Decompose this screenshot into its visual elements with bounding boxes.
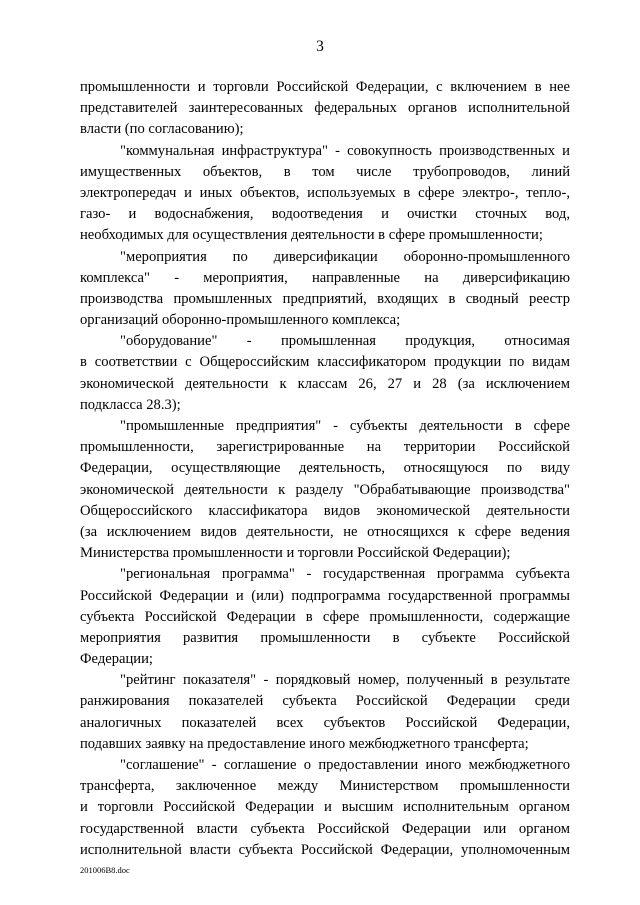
text-line: "рейтинг показателя" - порядковый номер, полученный в результате: [120, 672, 570, 689]
text-line: экономической деятельности к классам 26, 27 и 28 (за исключением: [80, 375, 570, 392]
text-line: промышленности, зарегистрированные на территории Российской: [80, 439, 570, 456]
text-line: и торговли Российской Федерации и высшим исполнительным органом: [80, 799, 570, 816]
text-line: "соглашение" - соглашение о предоставлении иного межбюджетного: [120, 757, 570, 773]
text-line: газо- и водоснабжения, водоотведения и очистки сточных вод,: [80, 206, 570, 223]
text-line: в соответствии с Общероссийским классификатором продукции по видам: [80, 354, 570, 371]
text-line: Федерации;: [80, 651, 153, 668]
text-line: мероприятия развития промышленности в субъекте Российской: [80, 629, 570, 646]
text-line: субъекта Российской Федерации в сфере промышленности, содержащие: [80, 608, 570, 625]
text-line: Общероссийского классификатора видов экономической деятельности: [80, 502, 570, 519]
text-line: комплекса" - мероприятия, направленные на диверсификацию: [80, 269, 570, 286]
text-line: "региональная программа" - государственная программа субъекта: [120, 566, 570, 583]
text-line: имущественных объектов, в том числе трубопроводов, линий: [80, 163, 570, 180]
text-line: ранжирования показателей субъекта Российской Федерации среди: [80, 693, 570, 710]
text-line: "промышленные предприятия" - субъекты деятельности в сфере: [120, 418, 570, 434]
text-line: электропередач и иных объектов, используемых в сфере электро-, тепло-,: [80, 184, 570, 201]
text-line: необходимых для осуществления деятельности в сфере промышленности;: [80, 227, 543, 244]
text-line: подавших заявку на предоставление иного межбюджетного трансферта;: [80, 735, 529, 752]
text-line: Российской Федерации и (или) подпрограмма государственной программы: [80, 587, 570, 604]
text-line: организаций оборонно-промышленного комплекса;: [80, 312, 401, 329]
document-body: [80, 77, 570, 861]
text-line: исполнительной власти субъекта Российской Федерации, уполномоченным: [80, 841, 570, 858]
page-number: 3: [316, 38, 324, 55]
text-line: трансферта, заключенное между Министерством промышленности: [80, 778, 570, 795]
text-line: Министерства промышленности и торговли Российской Федерации);: [80, 545, 511, 562]
text-line: (за исключением видов деятельности, не относящихся к сфере ведения: [80, 523, 570, 540]
text-line: "оборудование" - промышленная продукция, относимая: [120, 333, 570, 350]
text-line: "мероприятия по диверсификации оборонно-промышленного: [120, 248, 570, 265]
text-line: промышленности и торговли Российской Федерации, с включением в нее: [80, 79, 570, 95]
file-name-footer: 201006B8.doc: [80, 865, 130, 875]
text-line: государственной власти субъекта Российской Федерации или органом: [80, 820, 570, 837]
text-line: аналогичных показателей всех субъектов Российской Федерации,: [80, 714, 570, 731]
text-line: Федерации, осуществляющие деятельность, относящуюся по виду: [80, 460, 570, 477]
text-line: производства промышленных предприятий, входящих в сводный реестр: [80, 290, 570, 307]
text-line: подкласса 28.3);: [80, 396, 181, 413]
text-line: экономической деятельности к разделу "Обрабатывающие производства": [80, 481, 570, 498]
text-line: представителей заинтересованных федеральных органов исполнительной: [80, 100, 570, 117]
text-line: "коммунальная инфраструктура" - совокупность производственных и: [120, 142, 570, 159]
text-line: власти (по согласованию);: [80, 121, 244, 138]
